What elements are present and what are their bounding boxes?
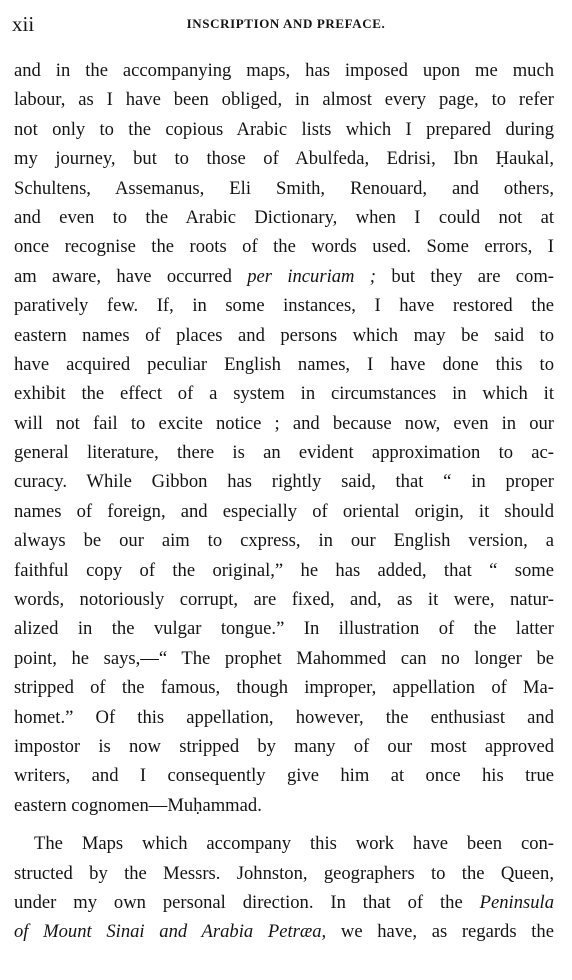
- text-line: general literature, there is an evident approximation to ac-: [14, 442, 554, 464]
- paragraph-gap: [14, 820, 554, 829]
- text-line: always be our aim to cxpress, in our English version, a: [14, 530, 554, 552]
- text-line: eastern names of places and persons which may be said to: [14, 324, 554, 346]
- text-line: labour, as I have been obliged, in almost every page, to refer: [14, 89, 554, 111]
- text-line: words, notoriously corrupt, are fixed, and, as it were, natur-: [14, 589, 554, 611]
- text-line: structed by the Messrs. Johnston, geographers to the Queen,: [14, 862, 554, 884]
- text-line: not only to the copious Arabic lists which I prepared during: [14, 118, 554, 140]
- text-line: writers, and I consequently give him at once his true: [14, 765, 554, 787]
- text-line: and in the accompanying maps, has imposed upon me much: [14, 60, 554, 81]
- text-line: [14, 888, 554, 917]
- text-segment: under my own personal direction. In that of the: [14, 891, 480, 913]
- text-line: alized in the vulgar tongue.” In illustration of the latter: [14, 618, 554, 640]
- text-line: [14, 917, 554, 946]
- text-line: paratively few. If, in some instances, I have restored the: [14, 295, 554, 317]
- text-line: and even to the Arabic Dictionary, when I could not at: [14, 206, 554, 228]
- text-line: [14, 262, 554, 291]
- text-line: faithful copy of the original,” he has added, that “ some: [14, 559, 554, 581]
- text-line: Schultens, Assemanus, Eli Smith, Renouard, and others,: [14, 177, 554, 199]
- body-text: [14, 56, 554, 947]
- text-line: my journey, but to those of Abulfeda, Edrisi, Ibn Ḥaukal,: [14, 148, 554, 170]
- paragraph-2: [14, 829, 554, 947]
- text-line: The Maps which accompany this work have been con-: [34, 833, 554, 855]
- text-segment: am aware, have occurred: [14, 265, 248, 287]
- italic-phrase: per incuriam ;: [247, 265, 376, 287]
- text-segment: we have, as regards the: [326, 921, 554, 943]
- text-segment: but they are com-: [375, 265, 554, 287]
- text-line: once recognise the roots of the words used. Some errors, I: [14, 236, 554, 258]
- text-line: exhibit the effect of a system in circumstances in which it: [14, 383, 554, 405]
- text-line: stripped of the famous, though improper, appellation of Ma-: [14, 677, 554, 699]
- text-line: have acquired peculiar English names, I have done this to: [14, 353, 554, 375]
- paragraph-1: [14, 56, 554, 820]
- page-number: xii: [12, 12, 35, 36]
- page-header: [12, 12, 560, 36]
- text-line: homet.” Of this appellation, however, the enthusiast and: [14, 706, 554, 728]
- text-line: eastern cognomen—Muḥammad.: [14, 794, 262, 816]
- italic-phrase: of Mount Sinai and Arabia Petræa,: [14, 921, 327, 943]
- text-line: names of foreign, and especially of oriental origin, it should: [14, 500, 554, 522]
- italic-phrase: Peninsula: [479, 891, 554, 913]
- text-line: impostor is now stripped by many of our most approved: [14, 735, 554, 757]
- running-head: INSCRIPTION AND PREFACE.: [186, 16, 386, 31]
- text-line: curacy. While Gibbon has rightly said, that “ in proper: [14, 471, 554, 493]
- text-line: will not fail to excite notice ; and because now, even in our: [14, 412, 554, 434]
- text-line: point, he says,—“ The prophet Mahommed can no longer be: [14, 647, 554, 669]
